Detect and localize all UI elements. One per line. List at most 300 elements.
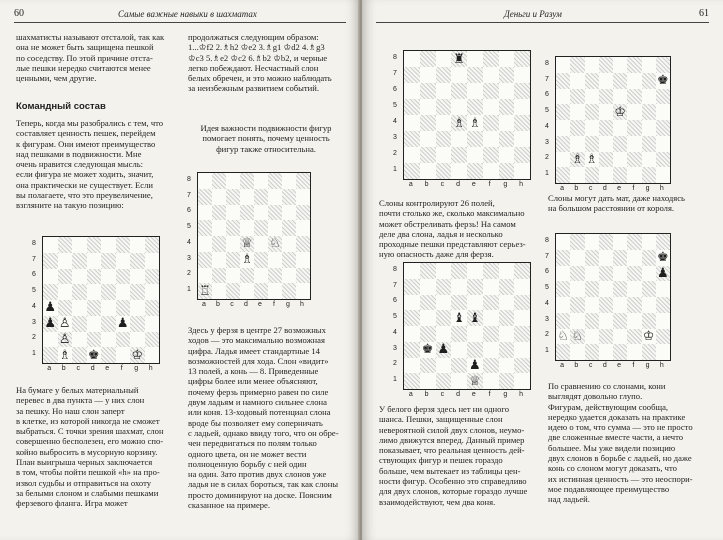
board-square: [499, 279, 515, 295]
chess-piece-icon: ♘: [571, 328, 584, 344]
file-label: e: [617, 185, 622, 192]
rank-label: 8: [545, 59, 549, 67]
board-square: [116, 237, 131, 253]
board-square: [420, 67, 436, 83]
board-square: [87, 253, 102, 269]
text-line: для двух слонов, которые гораздо лучше: [379, 486, 528, 497]
board-square: [404, 358, 420, 374]
chess-piece-icon: ♟: [44, 300, 57, 316]
board-square: [404, 279, 420, 295]
text-line: шанса. Пешки, защищенные слон: [379, 414, 503, 425]
board-square: [436, 310, 452, 326]
text-line: 13 полей, а конь — 8. Приведенные: [188, 366, 319, 377]
board-square: [514, 295, 530, 311]
file-label: f: [120, 365, 123, 372]
chess-piece-icon: ♚: [87, 347, 100, 363]
rank-label: 1: [545, 347, 549, 355]
board-square: [87, 332, 102, 348]
text-line: идею о том, что сумма — это не просто: [548, 422, 693, 433]
text-line: она практически не существует. Если: [16, 179, 153, 190]
board-square: [212, 283, 226, 299]
text-line: одного цвета, он не может вести: [188, 448, 307, 459]
board-square: [101, 347, 116, 363]
board-square: [226, 173, 240, 189]
board-square: [499, 83, 515, 99]
board-square: [627, 297, 641, 313]
text-line: извол судьбы и отправиться на охоту: [16, 477, 152, 488]
text-line: цифры более или менее объясняют,: [188, 376, 318, 387]
board-square: [240, 189, 254, 205]
chess-piece-icon: ♗: [58, 347, 71, 363]
board-square: [642, 344, 656, 360]
board-square: [254, 268, 268, 284]
board-square: [451, 131, 467, 147]
board-square: [116, 284, 131, 300]
board-square: [436, 326, 452, 342]
board-square: [556, 344, 570, 360]
file-label: a: [560, 362, 565, 369]
rank-label: 5: [545, 107, 549, 115]
board-square: [296, 205, 310, 221]
board-square: [585, 57, 599, 73]
text-line: мое подавляющее преимущество: [548, 483, 670, 494]
board-square: [254, 236, 268, 252]
chess-piece-icon: ♔: [131, 347, 144, 363]
board-square: [420, 373, 436, 389]
board-square: [268, 220, 282, 236]
board-square: [101, 316, 116, 332]
board-square: [483, 147, 499, 163]
text-line: ♔c3 5.♗e2 ♔c2 6.♗b2 ♔b2, и черные: [188, 52, 328, 63]
text-line: нередко удается доказать на практике: [548, 411, 686, 422]
board-square: [145, 316, 160, 332]
board-square: [58, 284, 73, 300]
board-square: [656, 167, 670, 183]
board-square: [585, 297, 599, 313]
board-square: [570, 250, 584, 266]
board-square: [599, 250, 613, 266]
file-label: b: [216, 301, 220, 308]
chess-piece-icon: ♜: [453, 51, 465, 67]
chess-diagram-bishops-mate: [543, 56, 671, 196]
text-line: койно выбросить в мусорную корзину.: [16, 446, 158, 457]
board-square: [570, 281, 584, 297]
board-square: [130, 316, 145, 332]
board-square: [451, 342, 467, 358]
board-grid: [197, 172, 311, 300]
board-grid: [403, 262, 531, 390]
board-square: [570, 120, 584, 136]
board-square: [499, 147, 515, 163]
board-square: [656, 344, 670, 360]
text-line: деле два слона, ладья и несколько: [379, 228, 503, 239]
board-square: [467, 263, 483, 279]
board-square: [226, 205, 240, 221]
board-square: [556, 281, 570, 297]
board-square: [599, 281, 613, 297]
board-square: [296, 236, 310, 252]
board-square: [451, 358, 467, 374]
board-square: [556, 104, 570, 120]
board-square: [483, 373, 499, 389]
board-square: [599, 313, 613, 329]
board-square: [483, 279, 499, 295]
text-line: совершенно бесполезен, его можно спо-: [16, 436, 164, 447]
board-square: [514, 279, 530, 295]
board-square: [43, 237, 58, 253]
chess-diagram-knights-mate: [543, 233, 671, 373]
text-line: почему ферзь примерно равен по силе: [188, 386, 329, 397]
board-square: [72, 237, 87, 253]
file-label: e: [471, 181, 476, 188]
board-square: [436, 99, 452, 115]
chess-diagram-queen-vs-bishops: [391, 262, 531, 402]
text-line: Слоны контролируют 26 полей,: [379, 198, 495, 208]
board-square: [570, 104, 584, 120]
board-square: [420, 163, 436, 179]
board-square: [198, 283, 212, 299]
text-line: продолжаться следующим образом:: [188, 32, 319, 42]
board-square: [87, 300, 102, 316]
text-line: полноценную борьбу с ней один: [188, 458, 307, 469]
text-line: по соседству. По этой причине отста-: [16, 52, 153, 63]
left-col2-bottom-text: [188, 325, 339, 510]
board-square: [43, 253, 58, 269]
board-square: [613, 136, 627, 152]
board-square: [613, 234, 627, 250]
chess-piece-icon: ♟: [437, 342, 450, 358]
board-square: [268, 236, 282, 252]
board-square: [240, 220, 254, 236]
board-square: [499, 51, 515, 67]
text-line: шахматисты называют отсталой, так как: [16, 32, 165, 42]
board-square: [599, 234, 613, 250]
board-square: [436, 147, 452, 163]
board-square: [467, 358, 483, 374]
board-square: [585, 329, 599, 345]
rank-label: 3: [32, 318, 36, 326]
board-square: [499, 67, 515, 83]
board-square: [282, 236, 296, 252]
board-square: [514, 131, 530, 147]
text-line: невероятной силой двух слонов, неумо-: [379, 424, 525, 435]
rank-label: 4: [393, 118, 397, 125]
board-square: [467, 51, 483, 67]
board-square: [130, 300, 145, 316]
board-square: [514, 67, 530, 83]
board-square: [585, 313, 599, 329]
board-square: [420, 295, 436, 311]
board-square: [58, 332, 73, 348]
board-square: [599, 329, 613, 345]
rank-label: 8: [187, 175, 191, 183]
chess-piece-icon: ♚: [657, 73, 669, 89]
board-square: [514, 326, 530, 342]
board-square: [436, 263, 452, 279]
board-square: [570, 297, 584, 313]
board-square: [483, 295, 499, 311]
board-square: [585, 281, 599, 297]
board-square: [451, 67, 467, 83]
board-square: [467, 279, 483, 295]
board-square: [226, 283, 240, 299]
board-square: [570, 57, 584, 73]
board-square: [627, 89, 641, 105]
text-line: возможностей для хода. Слон «видит»: [188, 355, 329, 366]
text-line: над ладьей.: [548, 494, 590, 505]
text-line: в том, чтобы пойти пешкой «h» на про-: [16, 467, 160, 478]
text-line: взаимодействуют, чем два коня.: [379, 496, 496, 507]
file-label: a: [408, 391, 413, 398]
file-label: b: [574, 362, 579, 369]
board-square: [613, 57, 627, 73]
board-square: [642, 167, 656, 183]
text-line: Здесь у ферзя в центре 27 возможных: [188, 325, 326, 335]
board-square: [240, 252, 254, 268]
board-square: [585, 167, 599, 183]
board-square: [268, 268, 282, 284]
board-square: [656, 120, 670, 136]
board-square: [467, 131, 483, 147]
board-square: [599, 297, 613, 313]
board-square: [404, 373, 420, 389]
board-square: [72, 253, 87, 269]
board-square: [87, 347, 102, 363]
text-line: на большом расстоянии от короля.: [548, 203, 675, 214]
board-square: [467, 310, 483, 326]
board-square: [436, 342, 452, 358]
board-square: [296, 220, 310, 236]
text-line: составляет ценность пешек, перейдем: [16, 128, 156, 139]
board-square: [556, 329, 570, 345]
board-square: [436, 279, 452, 295]
text-line: ферзевого фланга. Игра может: [16, 498, 128, 509]
board-square: [145, 269, 160, 285]
text-line: двум ладьям и намного сильнее слона: [188, 397, 327, 408]
board-square: [627, 136, 641, 152]
text-line: выбраться. С точки зрения шахмат, слон: [16, 426, 164, 437]
board-square: [585, 234, 599, 250]
file-label: a: [560, 185, 565, 192]
board-square: [212, 268, 226, 284]
board-square: [499, 342, 515, 358]
rank-label: 4: [545, 122, 549, 130]
board-square: [116, 300, 131, 316]
board-square: [499, 115, 515, 131]
text-line: больше, чем вытекает из таблицы цен-: [379, 465, 521, 476]
file-label: f: [488, 181, 491, 188]
board-square: [570, 313, 584, 329]
board-square: [556, 57, 570, 73]
board-square: [212, 189, 226, 205]
board-square: [420, 279, 436, 295]
board-square: [499, 358, 515, 374]
file-label: h: [659, 362, 664, 369]
board-square: [556, 89, 570, 105]
chess-piece-icon: ♘: [557, 328, 569, 344]
text-line: большее. Мы уже видели позицию: [548, 442, 676, 453]
board-square: [268, 252, 282, 268]
board-square: [613, 167, 627, 183]
board-square: [642, 313, 656, 329]
rank-label: 4: [545, 299, 549, 307]
file-label: d: [90, 365, 95, 372]
file-label: f: [488, 391, 491, 398]
board-square: [268, 205, 282, 221]
right-page: [362, 0, 723, 540]
board-square: [145, 237, 160, 253]
board-square: [599, 120, 613, 136]
board-square: [483, 131, 499, 147]
board-square: [642, 266, 656, 282]
chess-piece-icon: ♚: [657, 250, 669, 266]
text-line: сказанное на примере.: [188, 500, 271, 511]
board-square: [585, 104, 599, 120]
board-square: [642, 281, 656, 297]
board-square: [499, 373, 515, 389]
board-square: [268, 283, 282, 299]
text-line: цифра. Ладья имеет стандартные 14: [188, 345, 320, 356]
board-square: [483, 326, 499, 342]
file-label: e: [105, 365, 110, 372]
board-square: [467, 99, 483, 115]
text-line: за неизбежным развитием событий.: [188, 83, 320, 94]
board-square: [451, 279, 467, 295]
board-square: [514, 263, 530, 279]
board-square: [585, 152, 599, 168]
chess-piece-icon: ♗: [241, 252, 253, 268]
board-square: [404, 67, 420, 83]
board-square: [656, 73, 670, 89]
board-square: [467, 83, 483, 99]
rank-label: 7: [393, 70, 397, 77]
board-grid: [403, 50, 531, 180]
board-square: [656, 136, 670, 152]
board-square: [585, 344, 599, 360]
rank-label: 3: [393, 344, 397, 352]
chess-piece-icon: ♘: [269, 236, 281, 252]
board-square: [420, 83, 436, 99]
file-label: d: [602, 185, 607, 192]
board-square: [642, 89, 656, 105]
rank-label: 1: [32, 350, 36, 358]
file-label: a: [202, 301, 206, 308]
rank-label: 7: [393, 281, 397, 289]
chess-piece-icon: ♕: [469, 373, 481, 389]
board-square: [627, 234, 641, 250]
board-square: [404, 163, 420, 179]
text-line: белых обречен, и это можно наблюдать: [188, 73, 332, 84]
board-square: [613, 313, 627, 329]
board-square: [282, 268, 296, 284]
rank-label: 7: [32, 255, 36, 263]
board-square: [613, 120, 627, 136]
file-label: h: [148, 365, 153, 372]
right-col1-bottom-text: [379, 404, 527, 507]
text-line: легко побеждают. Несчастный слон: [188, 62, 319, 73]
rank-label: 1: [545, 170, 549, 178]
board-square: [145, 284, 160, 300]
file-label: a: [47, 365, 52, 372]
board-square: [72, 332, 87, 348]
rank-label: 5: [393, 313, 397, 321]
rank-label: 4: [32, 302, 36, 310]
file-label: g: [503, 181, 508, 188]
board-square: [642, 57, 656, 73]
board-square: [599, 266, 613, 282]
file-label: h: [519, 181, 524, 188]
board-square: [570, 266, 584, 282]
text-line: взгляните на такую позицию:: [16, 200, 124, 211]
text-line: лые пешки нередко считаются менее: [16, 62, 151, 73]
text-line: или коня. 13-ходовый потенциал слона: [188, 407, 331, 418]
board-square: [556, 266, 570, 282]
text-line: очень нравится следующая мысль:: [16, 159, 144, 170]
board-square: [656, 281, 670, 297]
board-square: [404, 342, 420, 358]
file-label: g: [503, 391, 508, 398]
board-square: [296, 283, 310, 299]
section-heading: Командный состав: [16, 101, 106, 112]
board-square: [404, 326, 420, 342]
text-line: помогает понять, почему ценность: [202, 133, 330, 144]
board-square: [656, 266, 670, 282]
file-label: a: [408, 181, 413, 188]
board-square: [613, 344, 627, 360]
board-square: [642, 250, 656, 266]
board-square: [436, 51, 452, 67]
rank-label: 4: [187, 238, 191, 246]
board-square: [599, 167, 613, 183]
board-square: [599, 136, 613, 152]
chess-piece-icon: ♝: [469, 310, 481, 326]
board-square: [570, 167, 584, 183]
board-square: [585, 136, 599, 152]
chess-piece-icon: ♗: [453, 115, 465, 131]
board-square: [642, 234, 656, 250]
text-line: По сравнению со слонами, кони: [548, 381, 666, 391]
board-square: [556, 136, 570, 152]
board-square: [296, 189, 310, 205]
board-square: [467, 295, 483, 311]
text-line: двух слонов в борьбе с ладьей, но даже: [548, 453, 692, 464]
rank-label: 2: [545, 331, 549, 339]
board-square: [240, 283, 254, 299]
chess-piece-icon: ♖: [199, 283, 211, 299]
rank-label: 6: [545, 91, 549, 99]
board-square: [656, 250, 670, 266]
rank-label: 8: [393, 54, 397, 61]
text-line: ную опасность даже для ферзя.: [379, 249, 494, 260]
board-square: [570, 234, 584, 250]
rank-label: 5: [187, 223, 191, 231]
board-square: [436, 115, 452, 131]
board-square: [556, 73, 570, 89]
text-line: почти столько же, сколько максимально: [379, 208, 525, 219]
text-line: показывает, что реальная ценность дей-: [379, 445, 525, 456]
board-square: [240, 205, 254, 221]
board-square: [436, 358, 452, 374]
board-square: [585, 73, 599, 89]
left-page-number: 60: [14, 8, 24, 19]
rank-label: 3: [545, 138, 549, 146]
board-square: [72, 316, 87, 332]
text-line: фигур также относительна.: [216, 143, 316, 154]
left-col1-mid-text: [16, 118, 163, 211]
board-square: [101, 237, 116, 253]
board-square: [656, 104, 670, 120]
board-square: [130, 347, 145, 363]
